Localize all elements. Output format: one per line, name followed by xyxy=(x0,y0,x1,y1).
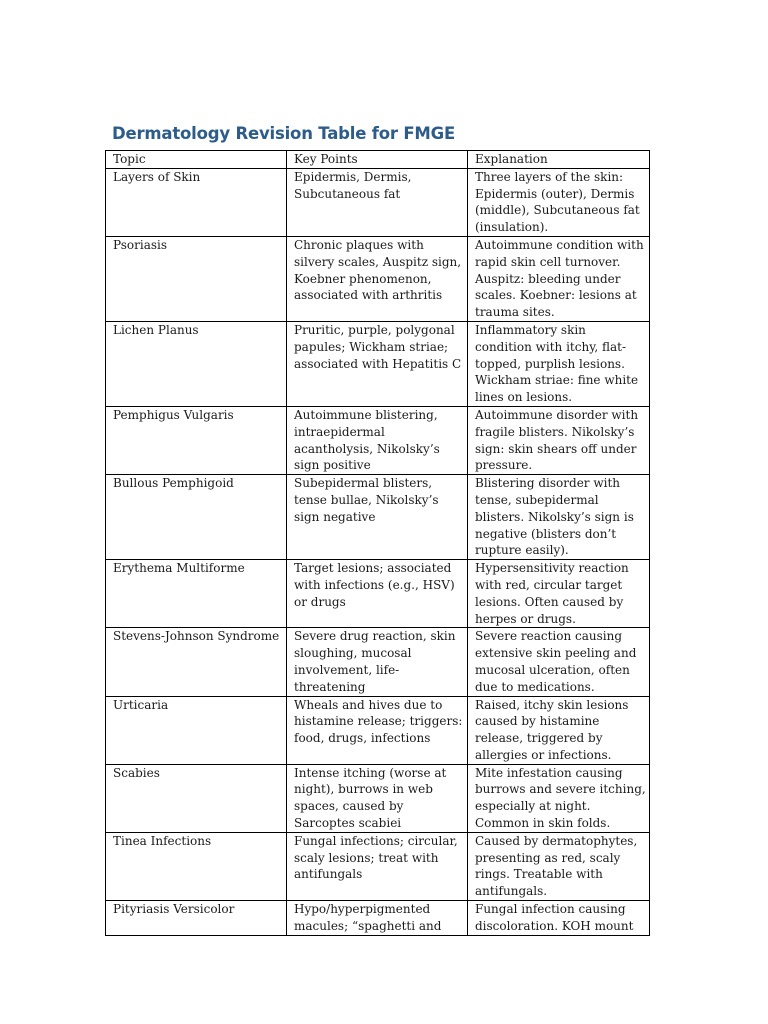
table-row xyxy=(106,832,650,900)
header-explanation: Explanation xyxy=(468,151,650,169)
table-header-row xyxy=(106,151,650,169)
cell-topic: Lichen Planus xyxy=(106,321,287,406)
cell-topic: Scabies xyxy=(106,764,287,832)
cell-topic: Pemphigus Vulgaris xyxy=(106,406,287,474)
document-title: Dermatology Revision Table for FMGE xyxy=(112,124,456,143)
cell-explanation: Hypersensitivity reaction with red, circular target lesions. Often caused by herpes or drugs. xyxy=(468,560,650,628)
cell-topic: Stevens-Johnson Syndrome xyxy=(106,628,287,696)
table-row xyxy=(106,168,650,236)
cell-topic: Bullous Pemphigoid xyxy=(106,475,287,560)
cell-explanation: Autoimmune disorder with fragile blisters. Nikolsky’s sign: skin shears off under pressure. xyxy=(468,406,650,474)
cell-topic: Psoriasis xyxy=(106,236,287,321)
cell-explanation: Severe reaction causing extensive skin peeling and mucosal ulceration, often due to medications. xyxy=(468,628,650,696)
table-row xyxy=(106,475,650,560)
cell-key-points: Hypo/hyperpigmented macules; “spaghetti and xyxy=(287,901,468,936)
table-row xyxy=(106,236,650,321)
table-row xyxy=(106,901,650,936)
cell-key-points: Epidermis, Dermis, Subcutaneous fat xyxy=(287,168,468,236)
cell-topic: Erythema Multiforme xyxy=(106,560,287,628)
cell-key-points: Intense itching (worse at night), burrows in web spaces, caused by Sarcoptes scabiei xyxy=(287,764,468,832)
cell-key-points: Fungal infections; circular, scaly lesions; treat with antifungals xyxy=(287,832,468,900)
cell-key-points: Subepidermal blisters, tense bullae, Nikolsky’s sign negative xyxy=(287,475,468,560)
cell-explanation: Inflammatory skin condition with itchy, flat-topped, purplish lesions. Wickham striae: fine white lines on lesions. xyxy=(468,321,650,406)
table-row xyxy=(106,560,650,628)
cell-explanation: Mite infestation causing burrows and severe itching, especially at night. Common in skin folds. xyxy=(468,764,650,832)
cell-topic: Layers of Skin xyxy=(106,168,287,236)
cell-key-points: Pruritic, purple, polygonal papules; Wickham striae; associated with Hepatitis C xyxy=(287,321,468,406)
cell-key-points: Autoimmune blistering, intraepidermal acantholysis, Nikolsky’s sign positive xyxy=(287,406,468,474)
table-row xyxy=(106,321,650,406)
cell-explanation: Fungal infection causing discoloration. KOH mount xyxy=(468,901,650,936)
cell-explanation: Three layers of the skin: Epidermis (outer), Dermis (middle), Subcutaneous fat (insulation). xyxy=(468,168,650,236)
header-topic: Topic xyxy=(106,151,287,169)
cell-key-points: Wheals and hives due to histamine release; triggers: food, drugs, infections xyxy=(287,696,468,764)
cell-explanation: Caused by dermatophytes, presenting as red, scaly rings. Treatable with antifungals. xyxy=(468,832,650,900)
cell-explanation: Blistering disorder with tense, subepidermal blisters. Nikolsky’s sign is negative (blisters don’t rupture easily). xyxy=(468,475,650,560)
cell-explanation: Autoimmune condition with rapid skin cell turnover. Auspitz: bleeding under scales. Koebner: lesions at trauma sites. xyxy=(468,236,650,321)
cell-key-points: Severe drug reaction, skin sloughing, mucosal involvement, life-threatening xyxy=(287,628,468,696)
table-row xyxy=(106,764,650,832)
cell-key-points: Target lesions; associated with infections (e.g., HSV) or drugs xyxy=(287,560,468,628)
cell-topic: Tinea Infections xyxy=(106,832,287,900)
cell-topic: Pityriasis Versicolor xyxy=(106,901,287,936)
cell-topic: Urticaria xyxy=(106,696,287,764)
revision-table xyxy=(105,150,650,936)
table-row xyxy=(106,696,650,764)
table-row xyxy=(106,406,650,474)
header-key-points: Key Points xyxy=(287,151,468,169)
table-row xyxy=(106,628,650,696)
cell-explanation: Raised, itchy skin lesions caused by histamine release, triggered by allergies or infections. xyxy=(468,696,650,764)
cell-key-points: Chronic plaques with silvery scales, Auspitz sign, Koebner phenomenon, associated with arthritis xyxy=(287,236,468,321)
